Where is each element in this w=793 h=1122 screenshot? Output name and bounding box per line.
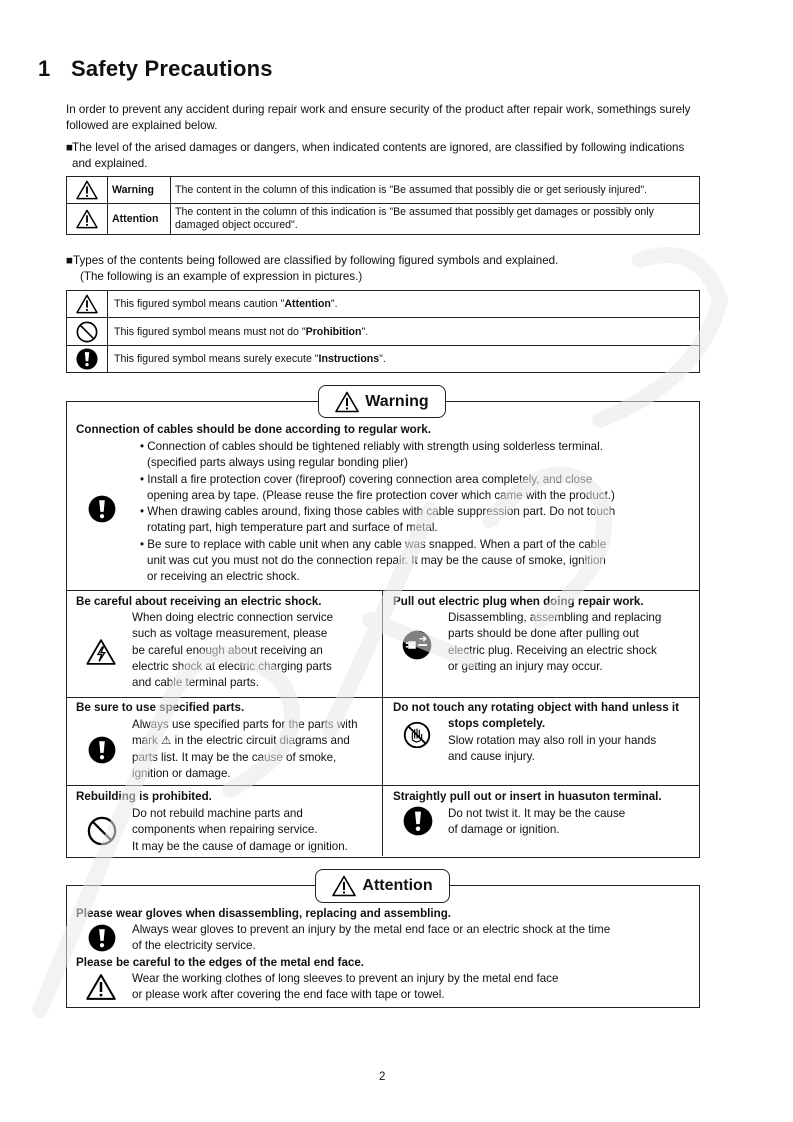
symbol-text-post: ". xyxy=(379,353,386,365)
level-text: The content in the column of this indication is "Be assumed that possibly get damages or possibly only damaged object occured". xyxy=(171,204,700,235)
rotating-heading: Do not touch any rotating object with hand unless it xyxy=(393,701,679,714)
types-intro-line1: Types of the contents being followed are classified by following figured symbols and explained. xyxy=(73,254,559,267)
caution-triangle-icon xyxy=(332,875,356,897)
symbol-text xyxy=(108,291,700,318)
shock-line: be careful enough about receiving an xyxy=(132,643,323,657)
rebuild-line: Do not rebuild machine parts and xyxy=(132,807,303,820)
level-icon-cell xyxy=(67,204,108,235)
instruction-icon xyxy=(88,924,116,952)
symbol-row xyxy=(67,346,700,373)
attention-tab-label: Attention xyxy=(362,877,433,894)
cables-line: opening area by tape. (Please reuse the fire protection cover which came with the product.) xyxy=(147,488,615,502)
page-number: 2 xyxy=(379,1071,386,1083)
page-title xyxy=(38,56,273,82)
symbol-text-pre: This figured symbol means surely execute " xyxy=(114,353,319,365)
parts-line: parts list. It may be the cause of smoke, xyxy=(132,750,337,764)
section-title: Safety Precautions xyxy=(71,56,273,81)
no-touch-hand-icon xyxy=(403,721,431,749)
symbol-icon-cell xyxy=(67,318,108,346)
shock-line: When doing electric connection service xyxy=(132,611,334,624)
shock-line: and cable terminal parts. xyxy=(132,676,259,690)
cables-line: • When drawing cables around, fixing those cables with cable suppression part. Do not touch xyxy=(140,505,616,519)
symbol-text-bold: Attention xyxy=(284,298,331,310)
warning-mark-icon: ⚠ xyxy=(160,734,172,748)
plug-heading: Pull out electric plug when doing repair work. xyxy=(393,595,644,608)
cables-line: • Connection of cables should be tightened reliably with strength using solderless terminal. xyxy=(140,440,603,453)
shock-line: electric shock at electric charging parts xyxy=(132,659,332,673)
divider xyxy=(382,590,383,856)
caution-triangle-icon xyxy=(76,294,98,314)
level-text: The content in the column of this indication is "Be assumed that possibly die or get seriously injured". xyxy=(171,177,700,204)
parts-line-post: in the electric circuit diagrams and xyxy=(171,734,350,748)
terminal-line: of damage or ignition. xyxy=(448,823,560,837)
symbols-table xyxy=(66,290,700,373)
terminal-text xyxy=(448,806,696,839)
intro-levels-text: The level of the arised damages or dangers, when indicated contents are ignored, are classified by following indications and explained. xyxy=(72,141,685,170)
rotating-line: and cause injury. xyxy=(448,750,535,764)
symbol-row xyxy=(67,291,700,318)
edges-line: or please work after covering the end face with tape or towel. xyxy=(132,988,445,1002)
caution-triangle-icon xyxy=(76,209,98,229)
edges-line: Wear the working clothes of long sleeves to prevent an injury by the metal end face xyxy=(132,972,559,985)
level-icon-cell xyxy=(67,177,108,204)
symbol-icon-cell xyxy=(67,346,108,373)
gloves-heading: Please wear gloves when disassembling, replacing and assembling. xyxy=(76,907,452,920)
electric-shock-icon xyxy=(86,638,116,666)
level-row-attention xyxy=(67,204,700,235)
symbol-text-post: ". xyxy=(330,298,338,310)
level-label: Warning xyxy=(108,177,171,204)
parts-line xyxy=(132,733,380,749)
symbol-text-pre: This figured symbol means caution " xyxy=(114,298,285,310)
cables-line: rotating part, high temperature part and surface of metal. xyxy=(147,521,438,535)
warning-tab xyxy=(318,385,446,418)
cables-text xyxy=(140,439,695,586)
prohibition-icon xyxy=(87,816,117,846)
plug-line: parts should be done after pulling out xyxy=(448,627,639,641)
cables-line: or receiving an electric shock. xyxy=(147,570,300,584)
gloves-line: of the electricity service. xyxy=(132,939,256,953)
shock-line: such as voltage measurement, please xyxy=(132,627,328,641)
rotating-text xyxy=(448,733,696,766)
intro-paragraph: In order to prevent any accident during repair work and ensure security of the product after repair work, somethings surely followed are explained below. xyxy=(66,103,691,132)
symbol-text-post: ". xyxy=(361,325,369,338)
plug-text xyxy=(448,610,696,675)
level-row-warning xyxy=(67,177,700,204)
rebuild-line: It may be the cause of damage or ignition. xyxy=(132,839,348,853)
symbol-text xyxy=(108,318,700,346)
symbol-row xyxy=(67,318,700,346)
square-bullet: ■ xyxy=(66,254,74,267)
symbol-icon-cell xyxy=(67,291,108,318)
cables-line: • Be sure to replace with cable unit when any cable was snapped. When a part of the cable xyxy=(140,537,607,551)
symbol-text-pre: This figured symbol means must not do " xyxy=(114,325,306,338)
parts-line: ignition or damage. xyxy=(132,766,231,780)
square-bullet: ■ xyxy=(66,141,74,154)
shock-heading: Be careful about receiving an electric shock. xyxy=(76,595,322,608)
rebuild-heading: Rebuilding is prohibited. xyxy=(76,790,212,803)
plug-line: Disassembling, assembling and replacing xyxy=(448,611,662,624)
instruction-icon xyxy=(76,348,98,370)
gloves-text xyxy=(132,922,697,955)
rebuild-text xyxy=(132,806,380,855)
cables-line: • Install a fire protection cover (fireproof) covering connection area completely, and close xyxy=(140,472,593,486)
rotating-line: Slow rotation may also roll in your hands xyxy=(448,734,657,747)
unplug-icon xyxy=(402,630,432,660)
symbol-text-bold: Instructions xyxy=(318,353,380,365)
caution-triangle-icon xyxy=(335,391,359,413)
shock-text xyxy=(132,610,377,691)
section-number: 1 xyxy=(38,56,51,81)
instruction-icon xyxy=(403,806,433,836)
parts-text xyxy=(132,717,380,782)
warning-tab-label: Warning xyxy=(365,392,429,410)
parts-heading: Be sure to use specified parts. xyxy=(76,701,245,714)
terminal-heading: Straightly pull out or insert in huasuton terminal. xyxy=(393,790,662,803)
attention-tab xyxy=(315,869,450,903)
rotating-heading-2: stops completely. xyxy=(448,717,546,730)
rebuild-line: components when repairing service. xyxy=(132,823,318,837)
edges-heading: Please be careful to the edges of the metal end face. xyxy=(76,956,365,969)
plug-line: or getting an injury may occur. xyxy=(448,659,603,673)
cables-line: unit was cut you must not do the connection repair. It may be the cause of smoke, ignition xyxy=(147,554,606,568)
types-intro xyxy=(66,253,716,285)
caution-triangle-icon xyxy=(76,180,98,200)
cables-line: (specified parts always using regular bonding plier) xyxy=(147,456,408,470)
parts-line: Always use specified parts for the parts with xyxy=(132,718,358,731)
instruction-icon xyxy=(88,494,116,524)
levels-table xyxy=(66,176,700,235)
cables-heading: Connection of cables should be done according to regular work. xyxy=(76,423,431,436)
instruction-icon xyxy=(88,736,116,764)
symbol-text-bold: Prohibition xyxy=(305,325,362,338)
plug-line: electric plug. Receiving an electric shock xyxy=(448,643,657,657)
caution-triangle-icon xyxy=(86,973,116,1001)
types-intro-line2: (The following is an example of expression in pictures.) xyxy=(80,270,363,283)
intro-levels-paragraph xyxy=(66,140,716,172)
gloves-line: Always wear gloves to prevent an injury by the metal end face or an electric shock at the time xyxy=(132,923,611,936)
terminal-line: Do not twist it. It may be the cause xyxy=(448,807,626,820)
prohibition-icon xyxy=(76,321,98,343)
parts-line-pre: mark xyxy=(132,734,161,748)
level-label: Attention xyxy=(108,204,171,235)
symbol-text xyxy=(108,346,700,373)
edges-text xyxy=(132,971,697,1004)
